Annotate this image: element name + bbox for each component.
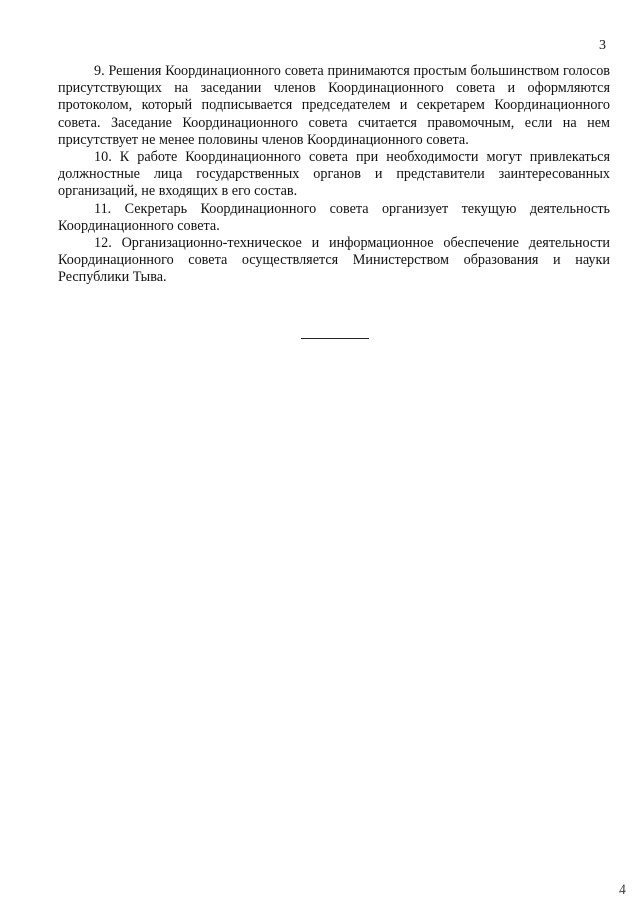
handwritten-corner-mark: 4: [617, 882, 627, 899]
paragraph-10: 10. К работе Координационного совета при необходимости могут привлекаться должностные лица государственных органов и представители заинтересованных организаций, не входящих в его состав.: [58, 149, 610, 200]
document-body: [58, 63, 610, 287]
paragraph-9: 9. Решения Координационного совета принимаются простым большинством голосов присутствующих на заседании членов Координационного совета и оформляются протоколом, который подписывается председателем и секретарем Координационного совета. Заседание Координационного совета считается правомочным, если на нем присутствует не менее половины членов Координационного совета.: [58, 63, 610, 148]
paragraph-11: 11. Секретарь Координационного совета организует текущую деятельность Координационного совета.: [58, 200, 610, 234]
page-number: 3: [599, 38, 606, 53]
paragraph-12: 12. Организационно-техническое и информационное обеспечение деятельности Координационного совета осуществляется Министерством образования и науки Республики Тыва.: [58, 235, 610, 286]
end-of-text-rule: [301, 338, 369, 339]
